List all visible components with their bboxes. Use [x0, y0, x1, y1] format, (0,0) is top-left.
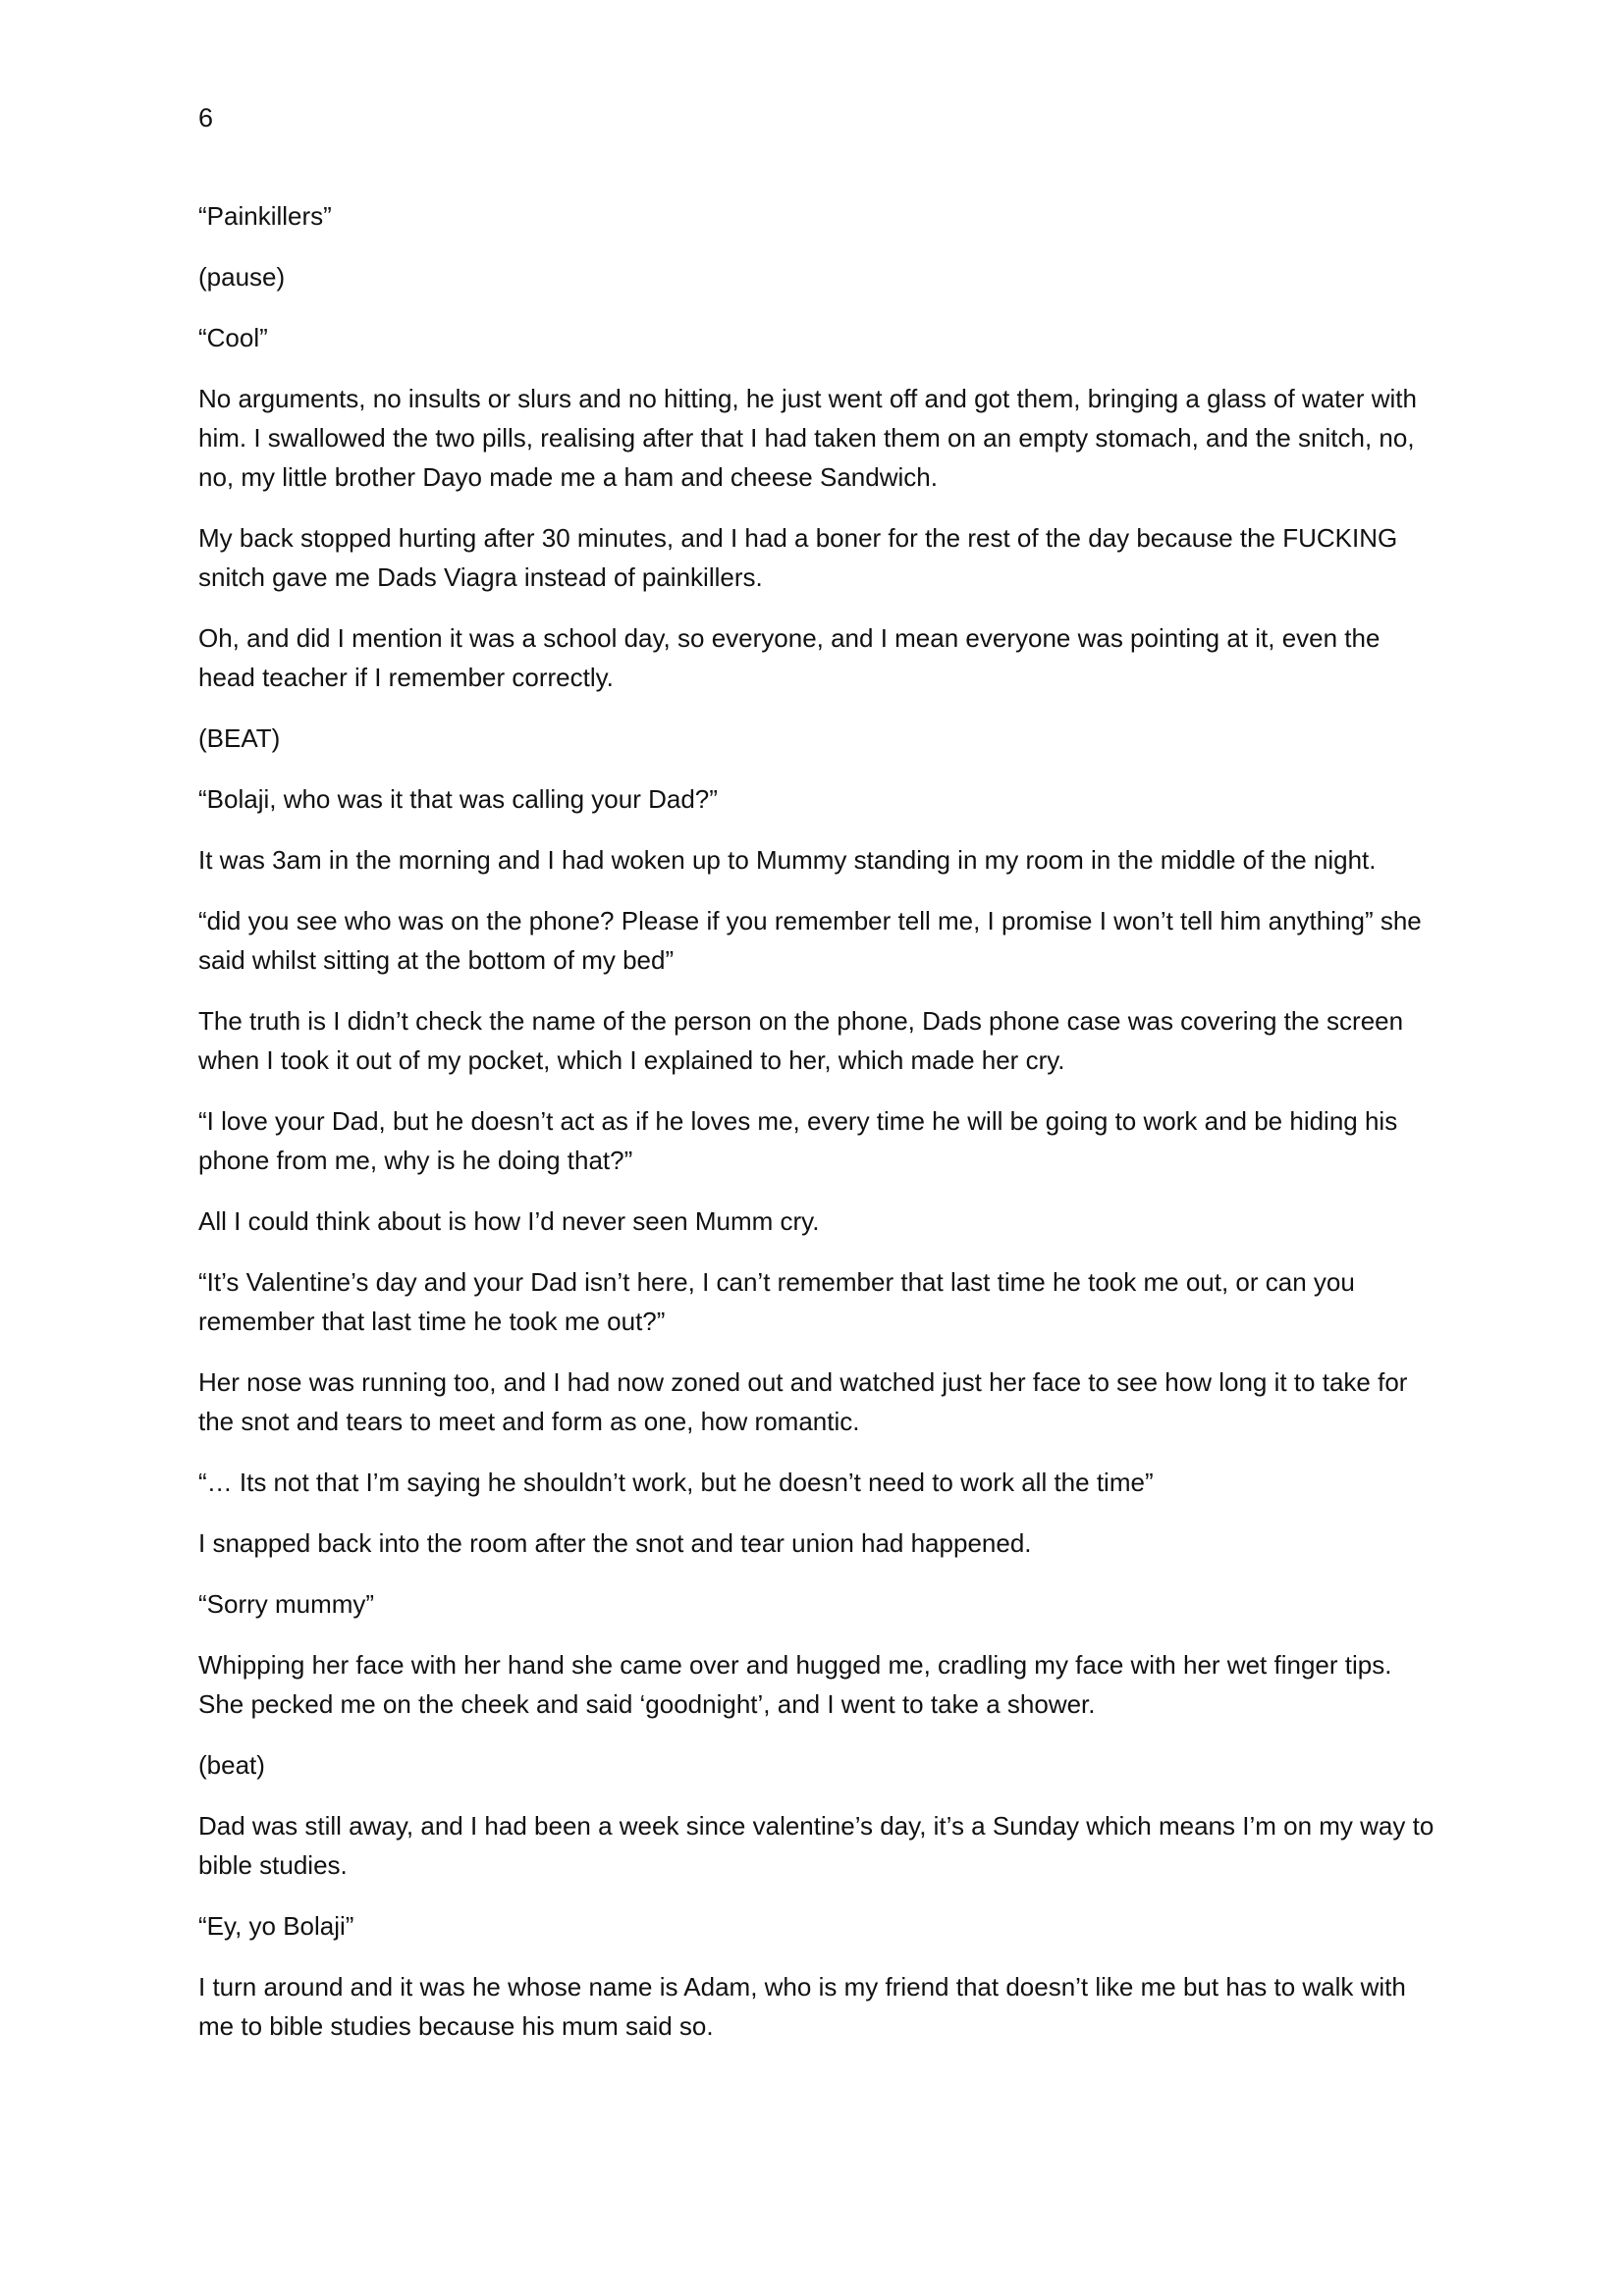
paragraph: The truth is I didn’t check the name of the person on the phone, Dads phone case was covering the screen when I took it out of my pocket, which I explained to her, which made her cry. [198, 1006, 1404, 1075]
paragraph: (BEAT) [198, 723, 281, 753]
paragraph: “I love your Dad, but he doesn’t act as if he loves me, every time he will be going to work and be hiding his phone from me, why is he doing that?” [198, 1106, 1398, 1175]
paragraph: No arguments, no insults or slurs and no hitting, he just went off and got them, bringing a glass of water with him. I swallowed the two pills, realising after that I had taken them on an empty stomach, and the snitch, no, no, my little brother Dayo made me a ham and cheese Sandwich. [198, 384, 1417, 492]
paragraph: Whipping her face with her hand she came over and hugged me, cradling my face with her wet finger tips. She pecked me on the cheek and said ‘goodnight’, and I went to take a shower. [198, 1650, 1392, 1719]
paragraph: I snapped back into the room after the snot and tear union had happened. [198, 1528, 1032, 1558]
paragraph: All I could think about is how I’d never seen Mumm cry. [198, 1206, 820, 1236]
paragraph: (beat) [198, 1750, 265, 1780]
paragraph: “It’s Valentine’s day and your Dad isn’t here, I can’t remember that last time he took me out, or can you remember that last time he took me out?” [198, 1267, 1355, 1336]
paragraph: Oh, and did I mention it was a school day, so everyone, and I mean everyone was pointing at it, even the head teacher if I remember correctly. [198, 623, 1380, 692]
paragraph: “Cool” [198, 323, 268, 352]
paragraph: Her nose was running too, and I had now zoned out and watched just her face to see how long it to take for the snot and tears to meet and form as one, how romantic. [198, 1367, 1408, 1436]
page-number: 6 [198, 103, 214, 133]
paragraph: I turn around and it was he whose name is Adam, who is my friend that doesn’t like me but has to walk with me to bible studies because his mum said so. [198, 1972, 1406, 2041]
paragraph: Dad was still away, and I had been a week since valentine’s day, it’s a Sunday which means I’m on my way to bible studies. [198, 1811, 1435, 1880]
paragraph: “Sorry mummy” [198, 1589, 375, 1619]
paragraph: My back stopped hurting after 30 minutes, and I had a boner for the rest of the day because the FUCKING snitch gave me Dads Viagra instead of painkillers. [198, 523, 1398, 592]
paragraph: “did you see who was on the phone? Please if you remember tell me, I promise I won’t tell him anything” she said whilst sitting at the bottom of my bed” [198, 906, 1422, 975]
paragraph: “Painkillers” [198, 201, 332, 231]
paragraph: It was 3am in the morning and I had woken up to Mummy standing in my room in the middle of the night. [198, 845, 1377, 875]
paragraph: “Ey, yo Bolaji” [198, 1911, 354, 1941]
body-text [198, 196, 1443, 2067]
paragraph: “… Its not that I’m saying he shouldn’t work, but he doesn’t need to work all the time” [198, 1468, 1154, 1497]
paragraph: (pause) [198, 262, 286, 292]
paragraph: “Bolaji, who was it that was calling your Dad?” [198, 784, 718, 814]
